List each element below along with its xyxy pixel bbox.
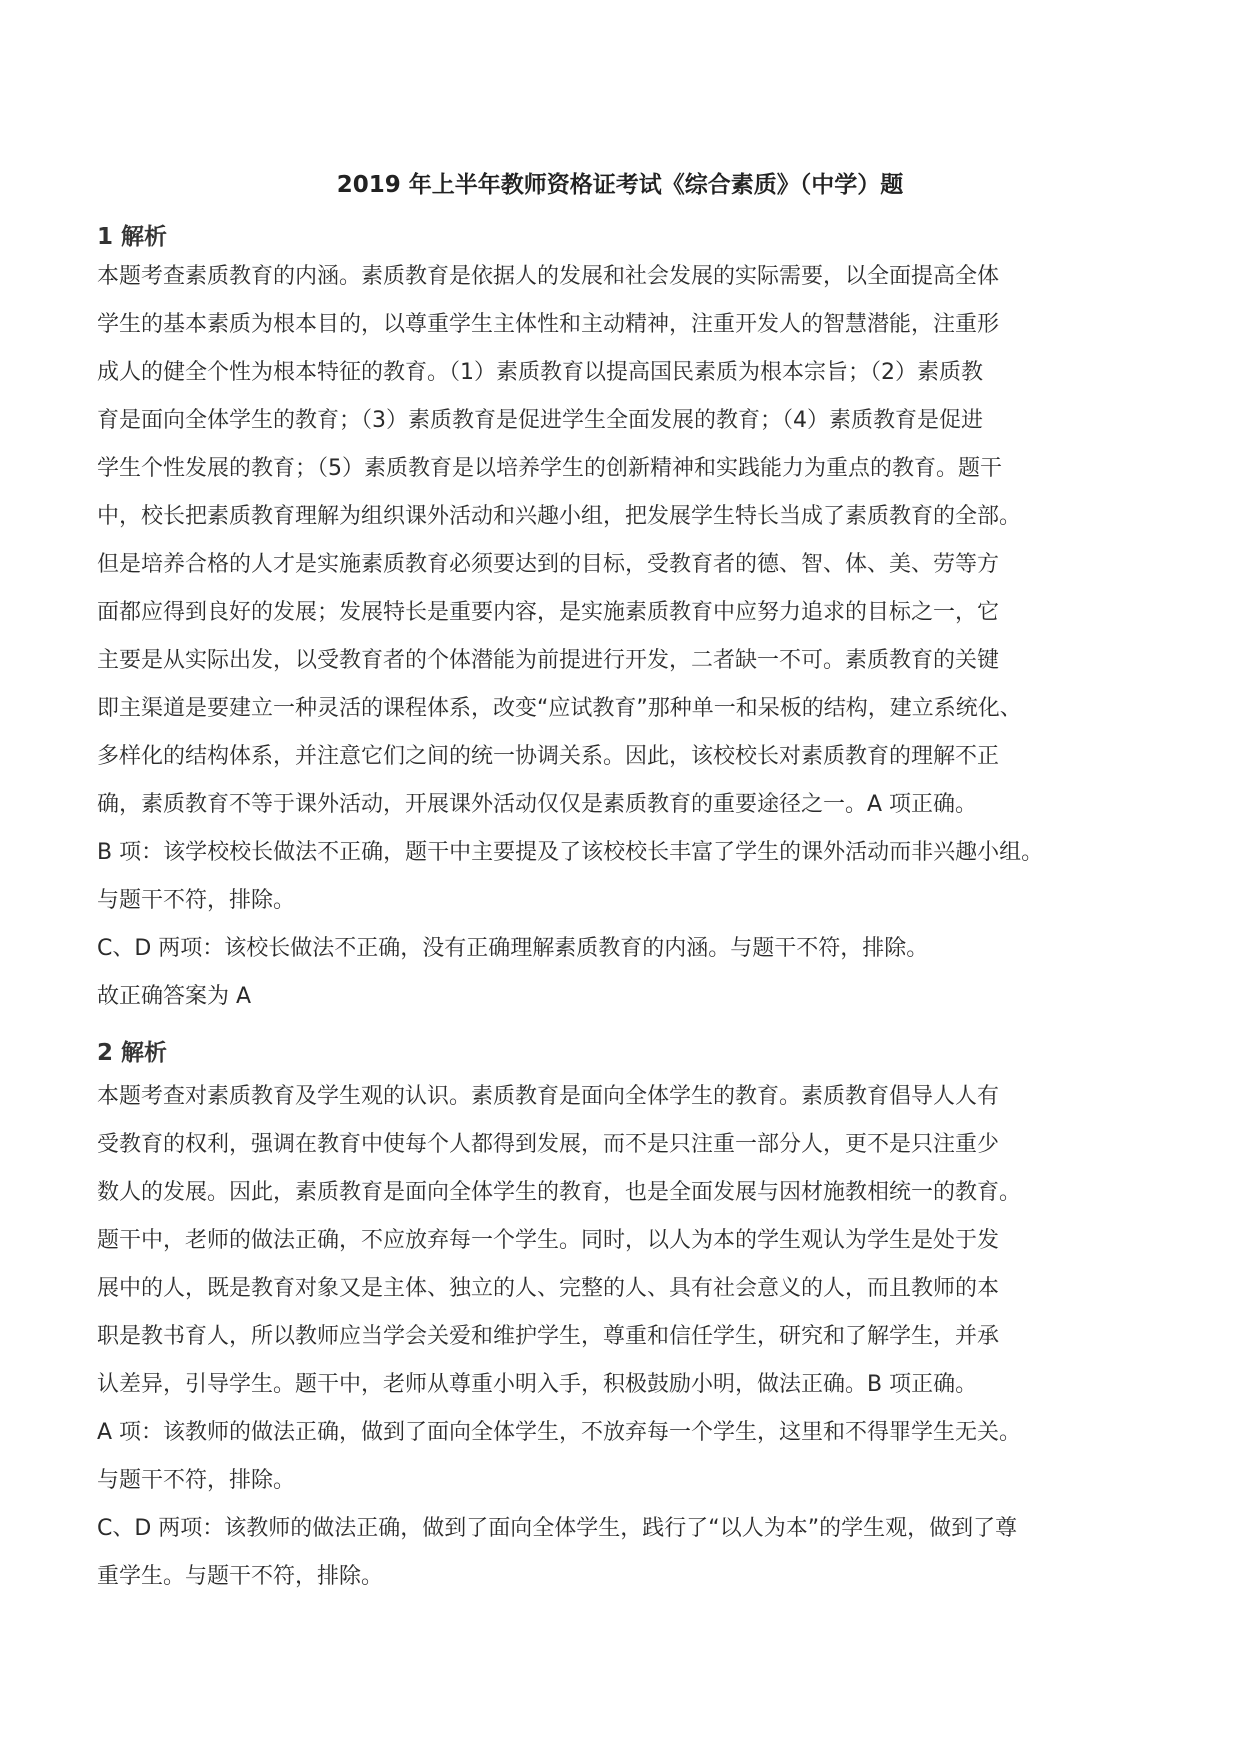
q2-line: 与题干不符，排除。 [97, 1468, 296, 1493]
q1-line: 成人的健全个性为根本特征的教育。（1）素质教育以提高国民素质为根本宗旨；（2）素质教 [97, 360, 983, 385]
q1-line: B 项：该学校校长做法不正确，题干中主要提及了该校校长丰富了学生的课外活动而非兴趣小组。 [97, 840, 1044, 865]
q2-line: 题干中，老师的做法正确，不应放弃每一个学生。同时，以人为本的学生观认为学生是处于发 [97, 1228, 1000, 1253]
question-2-heading: 2 解析 [97, 1040, 168, 1066]
page-title: 2019 年上半年教师资格证考试《综合素质》（中学）题 [336, 172, 904, 198]
q1-line: 本题考查素质教育的内涵。素质教育是依据人的发展和社会发展的实际需要，以全面提高全体 [97, 264, 1000, 289]
question-1-heading: 1 解析 [97, 224, 168, 250]
q1-answer-line: 故正确答案为 A [97, 984, 252, 1009]
q2-line: 展中的人，既是教育对象又是主体、独立的人、完整的人、具有社会意义的人，而且教师的本 [97, 1276, 1000, 1301]
q2-line: A 项：该教师的做法正确，做到了面向全体学生，不放弃每一个学生，这里和不得罪学生无关。 [97, 1420, 1022, 1445]
q2-line: 认差异，引导学生。题干中，老师从尊重小明入手，积极鼓励小明，做法正确。B 项正确。 [97, 1372, 978, 1397]
q2-line: 数人的发展。因此，素质教育是面向全体学生的教育，也是全面发展与因材施教相统一的教育。 [97, 1180, 1022, 1205]
q1-line: C、D 两项：该校长做法不正确，没有正确理解素质教育的内涵。与题干不符，排除。 [97, 936, 929, 961]
q2-line: 受教育的权利，强调在教育中使每个人都得到发展，而不是只注重一部分人，更不是只注重少 [97, 1132, 1000, 1157]
q1-line: 育是面向全体学生的教育；（3）素质教育是促进学生全面发展的教育；（4）素质教育是促进 [97, 408, 983, 433]
q1-line: 但是培养合格的人才是实施素质教育必须要达到的目标，受教育者的德、智、体、美、劳等方 [97, 552, 1000, 577]
q1-line: 中，校长把素质教育理解为组织课外活动和兴趣小组，把发展学生特长当成了素质教育的全部。 [97, 504, 1022, 529]
q1-line: 学生的基本素质为根本目的，以尊重学生主体性和主动精神，注重开发人的智慧潜能，注重形 [97, 312, 1000, 337]
q2-line: C、D 两项：该教师的做法正确，做到了面向全体学生，践行了“以人为本”的学生观，做到了尊 [97, 1516, 1018, 1541]
q1-line: 主要是从实际出发，以受教育者的个体潜能为前提进行开发，二者缺一不可。素质教育的关键 [97, 648, 1000, 673]
q2-line: 重学生。与题干不符，排除。 [97, 1564, 384, 1589]
q1-line: 即主渠道是要建立一种灵活的课程体系，改变“应试教育”那种单一和呆板的结构，建立系统化、 [97, 696, 1022, 721]
q2-line: 职是教书育人，所以教师应当学会关爱和维护学生，尊重和信任学生，研究和了解学生，并承 [97, 1324, 1000, 1349]
q1-line: 确，素质教育不等于课外活动，开展课外活动仅仅是素质教育的重要途径之一。A 项正确。 [97, 792, 978, 817]
q2-line: 本题考查对素质教育及学生观的认识。素质教育是面向全体学生的教育。素质教育倡导人人有 [97, 1084, 1000, 1109]
q1-line: 学生个性发展的教育；（5）素质教育是以培养学生的创新精神和实践能力为重点的教育。题干 [97, 456, 1003, 481]
q1-line: 多样化的结构体系，并注意它们之间的统一协调关系。因此，该校校长对素质教育的理解不正 [97, 744, 1000, 769]
q1-line: 面都应得到良好的发展；发展特长是重要内容，是实施素质教育中应努力追求的目标之一，它 [97, 600, 1000, 625]
q1-line: 与题干不符，排除。 [97, 888, 296, 913]
